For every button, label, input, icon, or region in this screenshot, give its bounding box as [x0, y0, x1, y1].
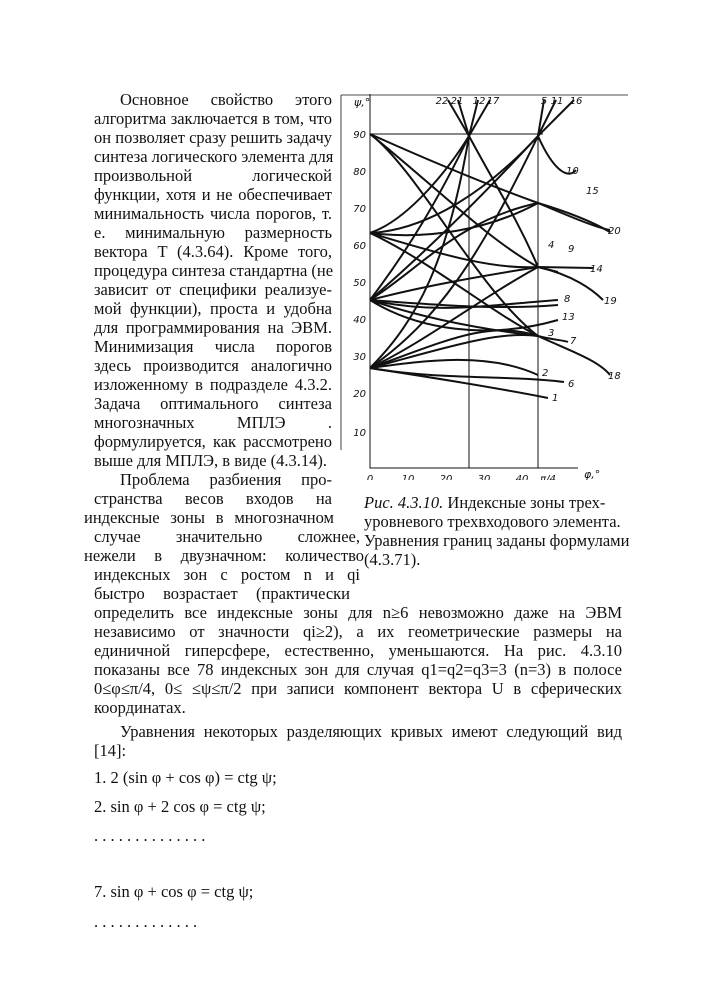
text-line: е. минимальную размерность [94, 223, 332, 242]
text-line: формулируется, как рассмотрено [94, 432, 332, 451]
figure-svg [338, 90, 630, 480]
figure-caption [364, 493, 630, 569]
curve-label: 18 [608, 371, 621, 382]
text-line: нежели в двузначном: количество [84, 546, 364, 565]
equation-7: 7. sin φ + cos φ = ctg ψ; [94, 882, 254, 901]
curve-label: 16 [569, 96, 583, 107]
text-line: здесь производится аналогично [94, 356, 332, 375]
text-line: [14]: [94, 741, 127, 760]
curve-label: 4 [548, 240, 555, 251]
text-line: мой функции), проста и удобна [94, 299, 332, 318]
text-line: индексные зоны в многозначном [84, 508, 334, 527]
axes [370, 94, 578, 468]
text-line: произвольной логической [94, 166, 332, 185]
y-tick: 70 [353, 204, 366, 215]
curve-label: 9 [568, 244, 575, 255]
curve-6 [370, 368, 564, 382]
text-line: показаны все 78 индексных зон для случая q1=q2=q3=3 (n=3) в полосе [94, 660, 622, 679]
text-line: минимальность числа порогов, т. [94, 204, 332, 223]
y-tick: 10 [353, 428, 366, 439]
curve-label: 22 [435, 96, 449, 107]
curve-label: 13 [562, 312, 575, 323]
text-line: функции, хотя и не обеспечивает [94, 185, 332, 204]
text-line: Основное свойство этого [120, 90, 332, 109]
ellipsis-line: . . . . . . . . . . . . . [94, 912, 198, 931]
curve-13 [370, 300, 558, 307]
text-line: единичной гиперсфере, естественно, уменьшаются. На рис. 4.3.10 [94, 641, 622, 660]
text-line: 0≤φ≤π/4, 0≤ ≤ψ≤π/2 при записи компонент вектора U в сферических [94, 679, 622, 698]
curve-label: 14 [590, 264, 603, 275]
caption-title: Рис. 4.3.10. [364, 493, 444, 512]
equation-2: 2. sin φ + 2 cos φ = ctg ψ; [94, 797, 266, 816]
y-tick: 30 [353, 352, 366, 363]
curve-label: 10 [566, 166, 579, 177]
y-tick: 50 [353, 278, 366, 289]
text-line: он позволяет сразу решить задачу [94, 128, 332, 147]
text-line: изложенному в подразделе 4.3.2. [94, 375, 332, 394]
curve-label: 2 [542, 368, 549, 379]
curve-label: 15 [586, 186, 599, 197]
curve-label: 7 [570, 336, 577, 347]
curve-label: 12 [472, 96, 486, 107]
y-tick: 80 [353, 167, 366, 178]
caption-line: Уравнения границ заданы формулами [364, 531, 630, 550]
text-line: алгоритма заключается в том, что [94, 109, 332, 128]
text-line: выше для МПЛЭ, в виде (4.3.14). [94, 451, 328, 470]
curve-label: 11 [550, 96, 564, 107]
text-line: многозначных МПЛЭ . [94, 413, 332, 432]
y-tick: 20 [353, 389, 366, 400]
curve-22 [370, 136, 469, 233]
curve-21 [370, 136, 469, 300]
text-line: зависит от специфики реализуе- [94, 280, 332, 299]
x-tick: 0 [366, 474, 374, 480]
text-line: вектора T (4.3.64). Кроме того, [94, 242, 332, 261]
caption-line: уровневого трехвходового элемента. [364, 512, 621, 531]
curve-label: 19 [604, 296, 617, 307]
y-tick: 90 [353, 130, 366, 141]
curve-label: 3 [548, 328, 555, 339]
y-tick: 60 [353, 241, 366, 252]
curve-label: 20 [608, 226, 621, 237]
x-tick: 20 [439, 474, 453, 480]
curve-label: 5 [540, 96, 548, 107]
curve-label: 6 [568, 379, 575, 390]
text-line: случае значительно сложнее, [94, 527, 360, 546]
curve-label: 8 [564, 294, 571, 305]
index-zones-figure [338, 90, 630, 480]
caption-line [364, 493, 626, 512]
equation-1: 1. 2 (sin φ + cos φ) = ctg ψ; [94, 768, 277, 787]
caption-text: Индексные зоны трех- [447, 493, 606, 512]
x-tick: 40 [515, 474, 529, 480]
y-tick: 40 [353, 315, 366, 326]
text-line: процедура синтеза стандартна (не [94, 261, 334, 280]
text-line: Минимизация числа порогов [94, 337, 332, 356]
caption-line: (4.3.71). [364, 550, 421, 569]
y-axis-label: ψ,° [354, 96, 371, 109]
text-line: синтеза логического элемента для [94, 147, 334, 166]
curve-label: 1 [552, 393, 559, 404]
text-line: Проблема разбиения про- [120, 470, 332, 489]
text-line: координатах. [94, 698, 186, 717]
curve-label: 21 [450, 96, 464, 107]
text-line: быстро возрастает (практически [94, 584, 350, 603]
text-line: Уравнения некоторых разделяющих кривых имеют следующий вид [120, 722, 622, 741]
text-line: определить все индексные зоны для n≥6 невозможно даже на ЭВМ [94, 603, 622, 622]
curve-label: 17 [486, 96, 500, 107]
text-line: странства весов входов на [94, 489, 332, 508]
ellipsis-line: . . . . . . . . . . . . . . [94, 826, 206, 845]
x-tick: π/4 [540, 474, 556, 480]
text-line: для программирования на ЭВМ. [94, 318, 332, 337]
text-line: независимо от значности qi≥2), а их геометрические размеры на [94, 622, 622, 641]
text-line: Задача оптимального синтеза [94, 394, 332, 413]
text-line: индексных зон с ростом n и qi [94, 565, 360, 584]
x-axis-label: φ,° [584, 468, 601, 480]
x-tick: 10 [401, 474, 415, 480]
x-tick: 30 [477, 474, 491, 480]
